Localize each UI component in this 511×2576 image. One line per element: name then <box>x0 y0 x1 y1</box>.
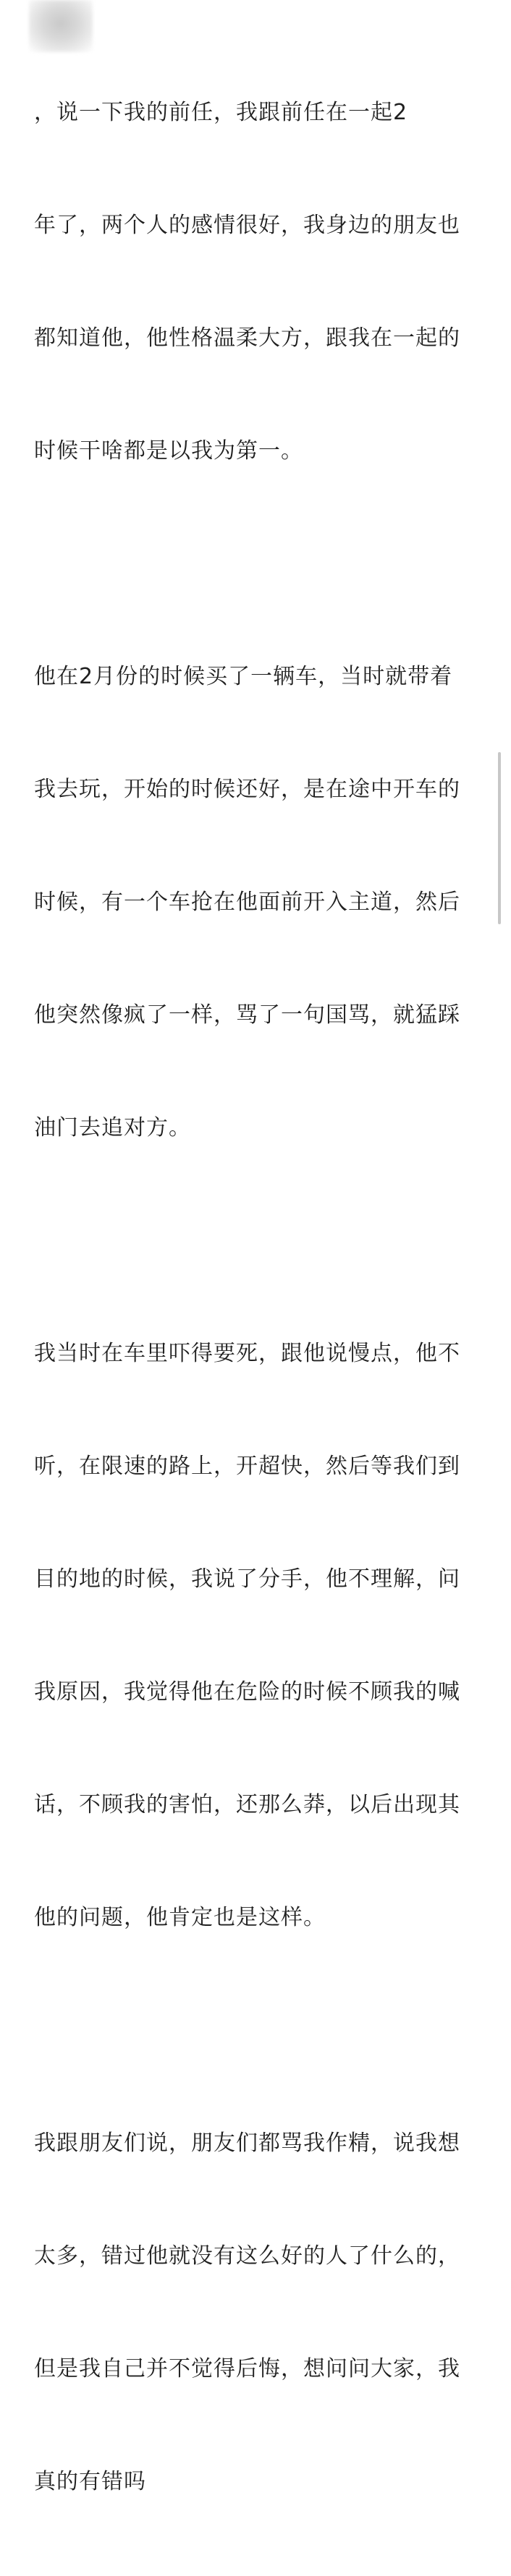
paragraph-line: 都知道他，他性格温柔大方，跟我在一起的 <box>34 325 460 351</box>
paragraph-line: 我去玩，开始的时候还好，是在途中开车的 <box>34 777 460 802</box>
paragraph-line: 太多，错过他就没有这么好的人了什么的， <box>34 2243 460 2269</box>
vertical-scrollbar[interactable] <box>498 752 501 924</box>
paragraph-line: 年了，两个人的感情很好，我身边的朋友也 <box>34 213 460 238</box>
paragraph-line: 但是我自己并不觉得后悔，想问问大家，我 <box>34 2356 460 2381</box>
paragraph-line: 话，不顾我的害怕，还那么莽，以后出现其 <box>34 1792 460 1817</box>
paragraph-line: 真的有错吗 <box>34 2469 146 2494</box>
paragraph-1 <box>34 19 476 545</box>
paragraph-line: 他的问题，他肯定也是这样。 <box>34 1905 326 1930</box>
paragraph-line: 听，在限速的路上，开超快，然后等我们到 <box>34 1454 460 1479</box>
paragraph-3 <box>34 1260 476 2012</box>
paragraph-line: 我当时在车里吓得要死，跟他说慢点，他不 <box>34 1341 460 1366</box>
paragraph-line: 我跟朋友们说，朋友们都骂我作精，说我想 <box>34 2131 460 2156</box>
paragraph-2 <box>34 583 476 1222</box>
paragraph-line: 他突然像疯了一样，骂了一句国骂，就猛踩 <box>34 1002 460 1028</box>
paragraph-line: 目的地的时候，我说了分手，他不理解，问 <box>34 1566 460 1592</box>
paragraph-line: 油门去追对方。 <box>34 1115 191 1140</box>
paragraph-4 <box>34 2050 476 2576</box>
paragraph-line: 时候干啥都是以我为第一。 <box>34 438 303 464</box>
paragraph-line: 我原因，我觉得他在危险的时候不顾我的喊 <box>34 1679 460 1705</box>
post-body <box>34 19 476 2576</box>
paragraph-line: ，说一下我的前任，我跟前任在一起2 <box>34 100 408 125</box>
blurred-name-mask <box>29 0 93 52</box>
paragraph-line: 时候，有一个车抢在他面前开入主道，然后 <box>34 890 460 915</box>
paragraph-line: 他在2月份的时候买了一辆车，当时就带着 <box>34 664 453 689</box>
